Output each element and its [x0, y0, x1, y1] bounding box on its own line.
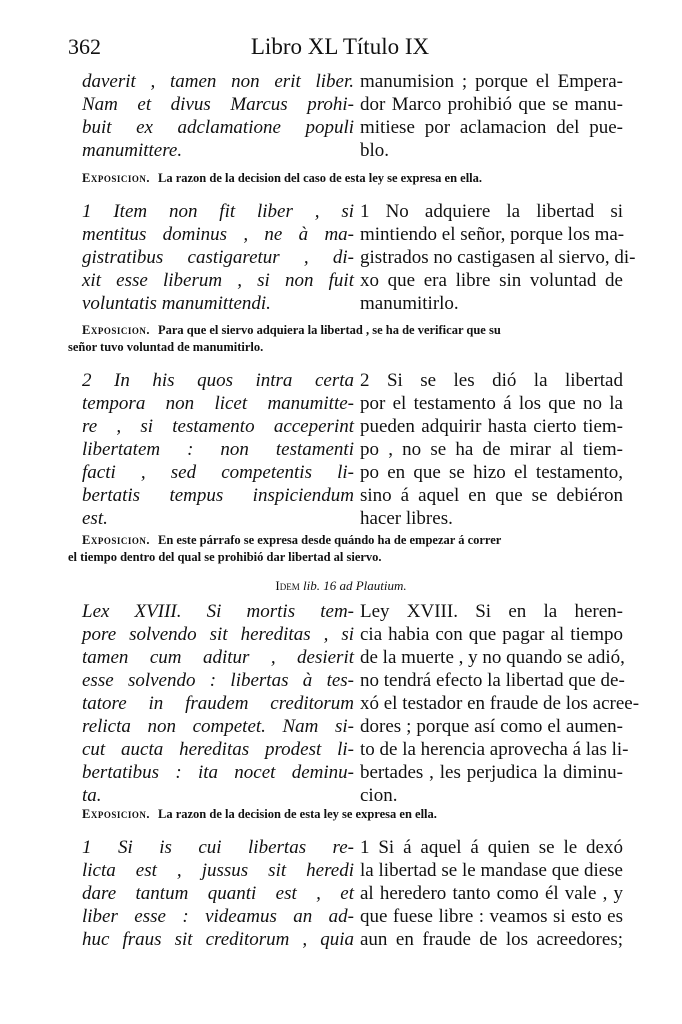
exposicion-note	[68, 532, 618, 566]
spanish-line: cia habia con que pagar al tiempo	[360, 624, 623, 645]
spanish-column	[360, 836, 623, 951]
spanish-line: que fuese libre : veamos si esto es	[360, 906, 623, 927]
latin-line: licta est , jussus sit heredi	[82, 860, 354, 881]
latin-line: buit ex adclamatione populi	[82, 117, 354, 138]
spanish-line: hacer libres.	[360, 508, 453, 529]
latin-line: tempora non licet manumitte-	[82, 393, 354, 414]
latin-line: facti , sed competentis li-	[82, 462, 354, 483]
latin-line: mentitus dominus , ne à ma-	[82, 224, 354, 245]
latin-column	[82, 369, 354, 530]
spanish-line: 1 No adquiere la libertad si	[360, 201, 623, 222]
exposicion-line	[82, 322, 618, 339]
spanish-line: bertades , les perjudica la diminu-	[360, 762, 623, 783]
spanish-line: xó el testador en fraude de los acree-	[360, 693, 640, 714]
spanish-line: manumitirlo.	[360, 293, 459, 314]
spanish-line: dor Marco prohibió que se manu-	[360, 94, 623, 115]
spanish-column	[360, 369, 623, 530]
latin-line: Lex XVIII. Si mortis tem-	[82, 601, 354, 622]
latin-column	[82, 200, 354, 315]
latin-line: xit esse liberum , si non fuit	[82, 270, 354, 291]
exposicion-label: Exposicion.	[82, 171, 150, 185]
latin-line: pore solvendo sit hereditas , si	[82, 624, 354, 645]
latin-line: 2 In his quos intra certa	[82, 370, 354, 391]
latin-line: ta.	[82, 785, 102, 806]
spanish-line: de la muerte , y no quando se adió,	[360, 647, 625, 668]
exposicion-text: La razon de la decision de esta ley se expresa en ella.	[157, 807, 437, 821]
latin-line: libertatem : non testamenti	[82, 439, 354, 460]
exposicion-text: Para que el siervo adquiera la libertad , se ha de verificar que su	[157, 323, 501, 337]
spanish-line: pueden adquirir hasta cierto tiem-	[360, 416, 623, 437]
spanish-column	[360, 600, 640, 807]
exposicion-text: La razon de la decision del caso de esta ley se expresa en ella.	[157, 171, 483, 185]
running-title: Libro XL Título IX	[250, 34, 430, 59]
exposicion-label: Exposicion.	[82, 533, 150, 547]
spanish-line: la libertad se le mandase que diese	[360, 860, 623, 881]
page-header	[68, 32, 612, 62]
exposicion-note	[82, 806, 618, 823]
latin-line: est.	[82, 508, 108, 529]
spanish-line: al heredero tanto como él vale , y	[360, 883, 623, 904]
spanish-line: xo que era libre sin voluntad de	[360, 270, 623, 291]
spanish-line: to de la herencia aprovecha á las li-	[360, 739, 629, 760]
latin-column	[82, 600, 354, 807]
spanish-line: manumision ; porque el Empera-	[360, 71, 623, 92]
latin-line: bertatis tempus inspiciendum	[82, 485, 354, 506]
exposicion-note	[68, 322, 618, 356]
latin-line: Nam et divus Marcus prohi-	[82, 94, 354, 115]
page-number: 362	[68, 34, 101, 59]
latin-line: esse solvendo : libertas à tes-	[82, 670, 354, 691]
latin-line: dare tantum quanti est , et	[82, 883, 354, 904]
spanish-line: dores ; porque así como el aumen-	[360, 716, 623, 737]
spanish-column	[360, 70, 623, 162]
latin-line: bertatibus : ita nocet deminu-	[82, 762, 354, 783]
latin-line: relicta non competet. Nam si-	[82, 716, 354, 737]
spanish-line: po , no se ha de mirar al tiem-	[360, 439, 623, 460]
latin-line: manumittere.	[82, 140, 183, 161]
latin-column	[82, 836, 354, 951]
latin-line: 1 Si is cui libertas re-	[82, 837, 354, 858]
source-work: lib. 16 ad Plautium.	[302, 578, 407, 593]
exposicion-line	[82, 170, 618, 187]
latin-line: tamen cum aditur , desierit	[82, 647, 354, 668]
spanish-line: blo.	[360, 140, 390, 161]
spanish-line: por el testamento á los que no la	[360, 393, 623, 414]
spanish-line: mintiendo el señor, porque los ma-	[360, 224, 625, 245]
latin-line: voluntatis manumittendi.	[82, 293, 271, 314]
exposicion-line: el tiempo dentro del qual se prohibió dar libertad al siervo.	[68, 550, 382, 564]
latin-line: tatore in fraudem creditorum	[82, 693, 354, 714]
spanish-line: po en que se hizo el testamento,	[360, 462, 623, 483]
spanish-line: mitiese por aclamacion del pue-	[360, 117, 623, 138]
spanish-line: Ley XVIII. Si en la heren-	[360, 601, 623, 622]
latin-line: huc fraus sit creditorum , quia	[82, 929, 354, 950]
spanish-line: 1 Si á aquel á quien se le dexó	[360, 837, 623, 858]
spanish-line: cion.	[360, 785, 398, 806]
latin-line: daverit , tamen non erit liber.	[82, 71, 354, 92]
exposicion-label: Exposicion.	[82, 807, 150, 821]
source-author: Idem	[275, 578, 300, 593]
exposicion-label: Exposicion.	[82, 323, 150, 337]
latin-line: cut aucta hereditas prodest li-	[82, 739, 354, 760]
spanish-line: gistrados no castigasen al siervo, di-	[360, 247, 636, 268]
spanish-line: sino á aquel en que se debiéron	[360, 485, 623, 506]
spanish-line: 2 Si se les dió la libertad	[360, 370, 623, 391]
exposicion-note	[82, 170, 618, 187]
exposicion-line	[82, 806, 618, 823]
latin-line: liber esse : videamus an ad-	[82, 906, 354, 927]
exposicion-line	[82, 532, 618, 549]
exposicion-text: En este párrafo se expresa desde quándo ha de empezar á correr	[157, 533, 502, 547]
latin-column	[82, 70, 354, 162]
exposicion-line: señor tuvo voluntad de manumitirlo.	[68, 340, 264, 354]
source-citation	[0, 578, 682, 594]
spanish-line: no tendrá efecto la libertad que de-	[360, 670, 625, 691]
latin-line: re , si testamento acceperint	[82, 416, 354, 437]
latin-line: gistratibus castigaretur , di-	[82, 247, 354, 268]
spanish-line: aun en fraude de los acreedores;	[360, 929, 623, 950]
latin-line: 1 Item non fit liber , si	[82, 201, 354, 222]
spanish-column	[360, 200, 636, 315]
